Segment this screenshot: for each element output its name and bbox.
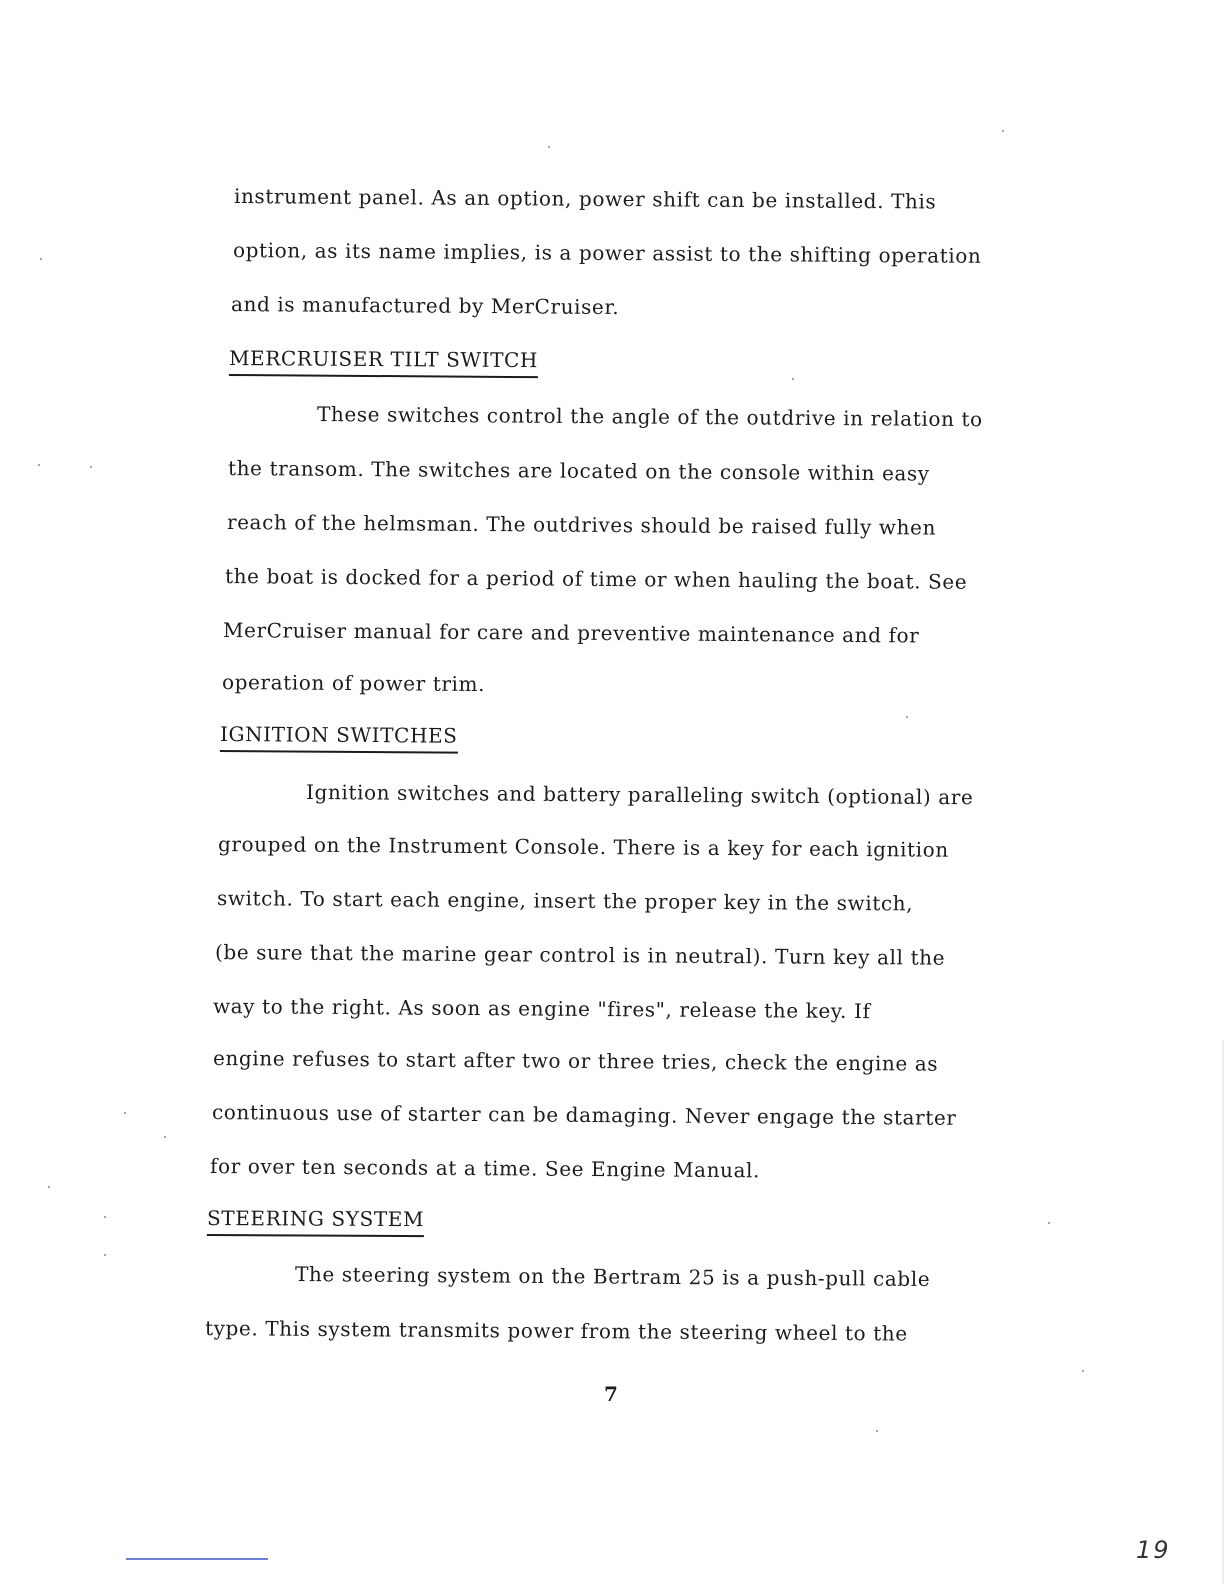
- scan-speck: [1002, 130, 1004, 132]
- body-text-line: the boat is docked for a period of time or when hauling the boat. See: [224, 564, 968, 594]
- scan-speck: [906, 716, 908, 718]
- scan-speck: [164, 1136, 166, 1138]
- scan-speck: [548, 146, 550, 148]
- scan-speck: [1082, 1370, 1084, 1372]
- section-heading-steering-system: STEERING SYSTEM: [207, 1206, 424, 1237]
- body-text-line: MerCruiser manual for care and preventive maintenance and for: [222, 618, 920, 648]
- body-text-line: Ignition switches and battery paralleling switch (optional) are: [305, 780, 974, 810]
- scan-speck: [124, 1112, 126, 1114]
- scan-speck: [90, 466, 92, 468]
- scan-speck: [1048, 1222, 1050, 1224]
- handwritten-page-number: 19: [1136, 1536, 1171, 1564]
- body-text-line: (be sure that the marine gear control is in neutral). Turn key all the: [214, 940, 946, 970]
- body-text-line: switch. To start each engine, insert the proper key in the switch,: [216, 886, 914, 916]
- body-text-line: and is manufactured by MerCruiser.: [230, 292, 620, 320]
- page-number: 7: [604, 1382, 618, 1406]
- scan-speck: [40, 258, 42, 260]
- body-text-line: grouped on the Instrument Console. There is a key for each ignition: [217, 832, 949, 862]
- body-text-line: operation of power trim.: [221, 670, 486, 697]
- scan-speck: [876, 1430, 878, 1432]
- scan-speck: [792, 378, 794, 380]
- body-text-line: These switches control the angle of the outdrive in relation to: [316, 402, 983, 432]
- body-text-line: for over ten seconds at a time. See Engine Manual.: [209, 1154, 761, 1183]
- scan-speck: [38, 464, 40, 466]
- scan-speck: [104, 1216, 106, 1218]
- section-heading-ignition-switches: IGNITION SWITCHES: [220, 722, 458, 754]
- body-text-line: option, as its name implies, is a power assist to the shifting operation: [232, 238, 982, 268]
- scan-speck: [104, 1254, 106, 1256]
- body-text-line: type. This system transmits power from the steering wheel to the: [204, 1316, 908, 1346]
- blue-rule-mark: [126, 1558, 268, 1560]
- body-text-line: reach of the helmsman. The outdrives should be raised fully when: [226, 510, 937, 540]
- body-text-line: The steering system on the Bertram 25 is a push-pull cable: [294, 1262, 931, 1291]
- scan-speck: [48, 1186, 50, 1188]
- body-text-line: instrument panel. As an option, power shift can be installed. This: [233, 184, 937, 214]
- body-text-line: way to the right. As soon as engine "fires", release the key. If: [212, 994, 871, 1024]
- body-text-line: engine refuses to start after two or three tries, check the engine as: [212, 1046, 939, 1076]
- section-heading-tilt-switch: MERCRUISER TILT SWITCH: [229, 346, 538, 378]
- body-text-line: continuous use of starter can be damaging. Never engage the starter: [211, 1100, 957, 1130]
- body-text-line: the transom. The switches are located on the console within easy: [227, 456, 930, 486]
